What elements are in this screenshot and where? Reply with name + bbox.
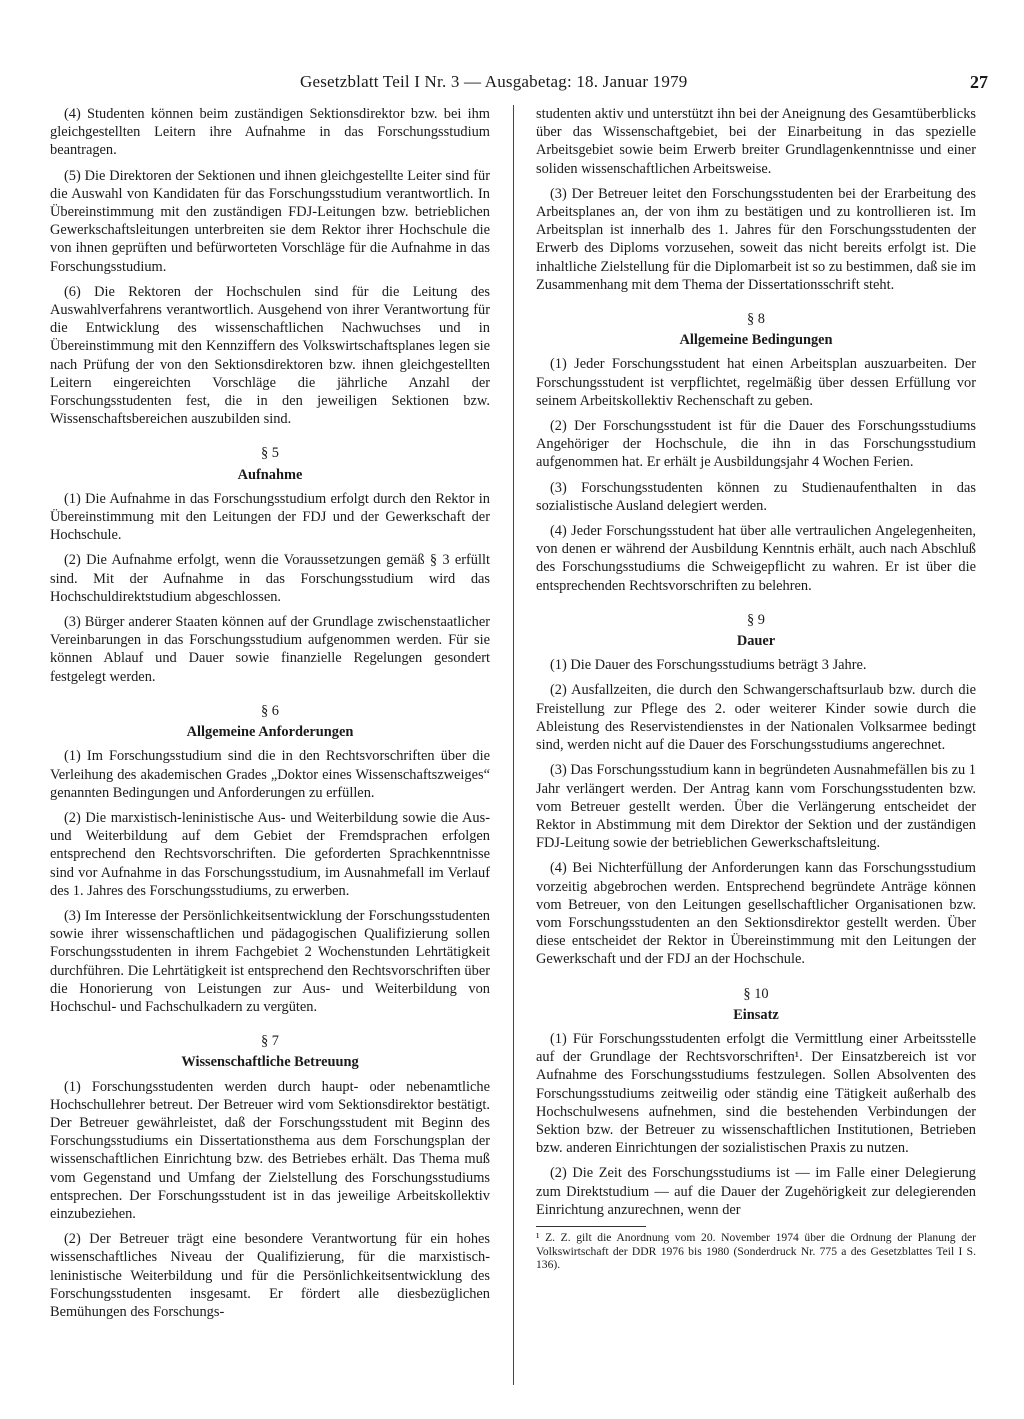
section-6-paragraph-3: (3) Im Interesse der Persönlichkeitsentwicklung der Forschungsstudenten sowie ihrer wissenschaftlichen und pädagogischen Qualifizierung sollen Forschungsstudenten in ihrem Fachgebiet 2 Wochenstunden Lehrtätigkeit durchführen. Die Lehrtätigkeit ist entsprechend den Rechtsvorschriften über die Honorierung von Leistungen zur Aus- und Weiterbildung von Hochschul- und Fachschulkadern zu vergüten. (50, 907, 490, 1015)
section-6-number: § 6 (261, 702, 279, 719)
section-9-paragraph-2: (2) Ausfallzeiten, die durch den Schwangerschaftsurlaub bzw. durch die Freistellung zur Pflege des 2. oder weiterer Kinder sowie durch die Ableistung des Reservistendienstes in der Nationalen Volksarmee bedingt sind, werden nicht auf die Dauer des Forschungsstudiums angerechnet. (536, 682, 976, 754)
section-10-title: Einsatz (733, 1006, 779, 1023)
gazette-title: Gesetzblatt Teil I Nr. 3 — Ausgabetag: 18. Januar 1979 (300, 72, 688, 91)
section-8-paragraph-4: (4) Jeder Forschungsstudent hat über alle vertraulichen Angelegenheiten, von denen er während der Ausbildung Kenntnis erhält, auch nach Abschluß des Forschungsstudiums die Schweigepflicht zu wahren. Er ist über die entsprechenden Rechtsvorschriften zu belehren. (536, 523, 976, 594)
right-column (536, 105, 976, 1272)
section-10-number: § 10 (743, 985, 769, 1002)
section-7-title: Wissenschaftliche Betreuung (181, 1054, 359, 1071)
section-9-title: Dauer (736, 633, 776, 650)
section-6-title: Allgemeine Anforderungen (186, 724, 354, 741)
paragraph-4-applications: (4) Studenten können beim zuständigen Sektionsdirektor bzw. bei ihm gleichgestellten Leitern ihre Aufnahme in das Forschungsstudium beantragen. (50, 106, 490, 159)
section-5-paragraph-3: (3) Bürger anderer Staaten können auf der Grundlage zwischenstaatlicher Vereinbarungen in das Forschungsstudium aufgenommen werden. Für sie können Ablauf und Dauer sowie finanzielle Regelungen gesondert festgelegt werden. (50, 614, 490, 685)
section-6-paragraph-2: (2) Die marxistisch-leninistische Aus- und Weiterbildung sowie die Aus- und Weiterbildung auf dem Gebiet der Fremdsprachen erfolgen entsprechend den Rechtsvorschriften. Die geforderten Sprachkenntnisse sind vor Aufnahme in das Forschungsstudium, im Ausnahmefall im Verlauf des 1. Jahres des Forschungsstudiums, zu erwerben. (50, 809, 490, 899)
section-9-paragraph-4: (4) Bei Nichterfüllung der Anforderungen kann das Forschungsstudium vorzeitig abgebrochen werden. Entsprechend begründete Anträge können vom Betreuer, von den Leitungen gesellschaftlicher Organisationen bzw. vom Forschungsstudenten an den Sektionsdirektor gestellt werden. Über diese entscheidet der Rektor in Übereinstimmung mit den Leitungen der Gewerkschaft und der FDJ an der Hochschule. (536, 860, 976, 968)
section-5-paragraph-1: (1) Die Aufnahme in das Forschungsstudium erfolgt durch den Rektor in Übereinstimmung mit den Leitungen der FDJ und der Gewerkschaft der Hochschule. (50, 490, 490, 544)
section-9-paragraph-1: (1) Die Dauer des Forschungsstudiums beträgt 3 Jahre. (550, 657, 867, 674)
column-divider (513, 105, 514, 1385)
section-8-paragraph-3: (3) Forschungsstudenten können zu Studienaufenthalten in das sozialistische Ausland delegiert werden. (536, 479, 976, 514)
section-8-title: Allgemeine Bedingungen (679, 332, 833, 349)
section-5-number: § 5 (261, 445, 279, 462)
section-9-number: § 9 (747, 611, 765, 628)
section-8-paragraph-2: (2) Der Forschungsstudent ist für die Dauer des Forschungsstudiums Angehöriger der Hochschule, die ihn in das Forschungsstudium aufgenommen hat. Er erhält je Ausbildungsjahr 4 Wochen Ferien. (536, 418, 976, 471)
paragraph-6-rectors: (6) Die Rektoren der Hochschulen sind für die Leitung des Auswahlverfahrens verantwortlich. Ausgehend von ihrer Verantwortung für die Entwicklung des wissenschaftlichen Nachwuchses und in Übereinstimmung mit den Kennziffern des Volkswirtschaftsplanes legen sie nach Prüfung der von den Sektionsdirektoren bzw. ihnen gleichgestellten Leitern eingereichten Vorschläge die jährliche Anzahl der Forschungsstudenten fest, die in den jeweiligen Sektionen bzw. Wissenschaftsbereichen auszubilden sind. (50, 283, 490, 428)
section-5-title: Aufnahme (237, 466, 303, 483)
section-7-paragraph-2: (2) Der Betreuer trägt eine besondere Verantwortung für ein hohes wissenschaftliches Niveau der Qualifizierung, für die marxistisch-leninistische Weiterbildung und für die Persönlichkeitsentwicklung des Forschungsstudenten insgesamt. Er fördert alle diesbezüglichen Bemühungen des Forschungs- (50, 1231, 490, 1320)
section-10-paragraph-2: (2) Die Zeit des Forschungsstudiums ist — im Falle einer Delegierung zum Direktstudium — auf die Dauer der Zugehörigkeit zur delegierenden Einrichtung anzurechnen, wenn der (536, 1165, 976, 1218)
paragraph-5-selection: (5) Die Direktoren der Sektionen und ihnen gleichgestellte Leiter sind für die Auswahl von Kandidaten für das Forschungsstudium verantwortlich. In Übereinstimmung mit den zuständigen FDJ-Leitungen bzw. betrieblichen Gewerkschaftsleitungen unterbreiten sie dem Rektor ihrer Hochschule die von ihnen geprüften und befürworteten Vorschläge für die Aufnahme in das Forschungsstudium. (50, 167, 490, 275)
section-5-paragraph-2: (2) Die Aufnahme erfolgt, wenn die Voraussetzungen gemäß § 3 erfüllt sind. Mit der Aufnahme in das Forschungsstudium wird das Hochschuldirektstudium abgeschlossen. (50, 552, 490, 605)
section-8-paragraph-1: (1) Jeder Forschungsstudent hat einen Arbeitsplan auszuarbeiten. Der Forschungsstudent ist verpflichtet, regelmäßig über dessen Erfüllung vor seinem Arbeitskollektiv Rechenschaft zu geben. (536, 356, 976, 409)
left-column (50, 105, 490, 1328)
page-header (0, 72, 1024, 96)
section-7-paragraph-1: (1) Forschungsstudenten werden durch haupt- oder nebenamtliche Hochschullehrer betreut. Der Betreuer wird vom Sektionsdirektor bestätigt. Der Betreuer gewährleistet, daß der Forschungsstudent mit Beginn des Forschungsstudiums ein Dissertationsthema aus dem Forschungsplan der wissenschaftlichen Einrichtung bzw. des Betriebes erhält. Das Thema muß vom Gegenstand und Umfang der Zielstellung des Forschungsstudiums entsprechen. Der Forschungsstudent ist in das jeweilige Arbeitskollektiv einzubeziehen. (50, 1078, 490, 1222)
section-8-number: § 8 (747, 311, 765, 328)
section-7-paragraph-2-continued: studenten aktiv und unterstützt ihn bei der Aneignung des Gesamtüberblicks über das Wissenschaftgebiet, bei der Einarbeitung in das spezielle Arbeitsgebiet sowie beim Erwerb breiter Grundlagenkenntnisse und einer soliden wissenschaftlichen Arbeitsweise. (536, 106, 976, 177)
footnote-rule (536, 1226, 646, 1227)
footnote: ¹ Z. Z. gilt die Anordnung vom 20. November 1974 über die Ordnung der Planung der Volkswirtschaft der DDR 1976 bis 1980 (Sonderdruck Nr. 775 a des Gesetzblattes Teil I S. 136). (536, 1230, 976, 1272)
section-9-paragraph-3: (3) Das Forschungsstudium kann in begründeten Ausnahmefällen bis zu 1 Jahr verlängert werden. Der Antrag kann vom Forschungsstudenten bzw. vom Betreuer gestellt werden. Über die Verlängerung entscheidet der Rektor in Abstimmung mit dem Direktor der Sektion und der zuständigen FDJ-Leitung sowie der betrieblichen Gewerkschaftsleitung. (536, 762, 976, 852)
section-7-paragraph-3: (3) Der Betreuer leitet den Forschungsstudenten bei der Erarbeitung des Arbeitsplanes an, der von ihm zu bestätigen und zu kontrollieren ist. Im Arbeitsplan ist innerhalb des 1. Jahres für den Forschungsstudenten der Erwerb des Diploms vorzusehen, soweit das nicht bereits erfolgt ist. Die inhaltliche Zielstellung für die Diplomarbeit ist so zu bestimmen, daß sie im Zusammenhang mit dem Thema der Dissertationsschrift steht. (536, 185, 976, 293)
section-10-paragraph-1: (1) Für Forschungsstudenten erfolgt die Vermittlung einer Arbeitsstelle auf der Grundlage der Rechtsvorschriften¹. Der Einsatzbereich ist vor Aufnahme des Forschungsstudiums festzulegen. Sollen Absolventen des Forschungsstudiums zeitweilig oder ständig eine Tätigkeit außerhalb des Hochschulwesens aufnehmen, sind die bestehenden Verbindungen der Sektion bzw. der Betreuer zu wissenschaftlichen Institutionen, Betrieben bzw. anderen Einrichtungen der sozialistischen Praxis zu nutzen. (536, 1030, 976, 1157)
page-number: 27 (970, 72, 988, 92)
section-6-paragraph-1: (1) Im Forschungsstudium sind die in den Rechtsvorschriften über die Verleihung des akademischen Grades „Doktor eines Wissenschaftszweiges“ genannten Bedingungen und Anforderungen zu erfüllen. (50, 748, 490, 801)
section-7-number: § 7 (261, 1033, 279, 1050)
